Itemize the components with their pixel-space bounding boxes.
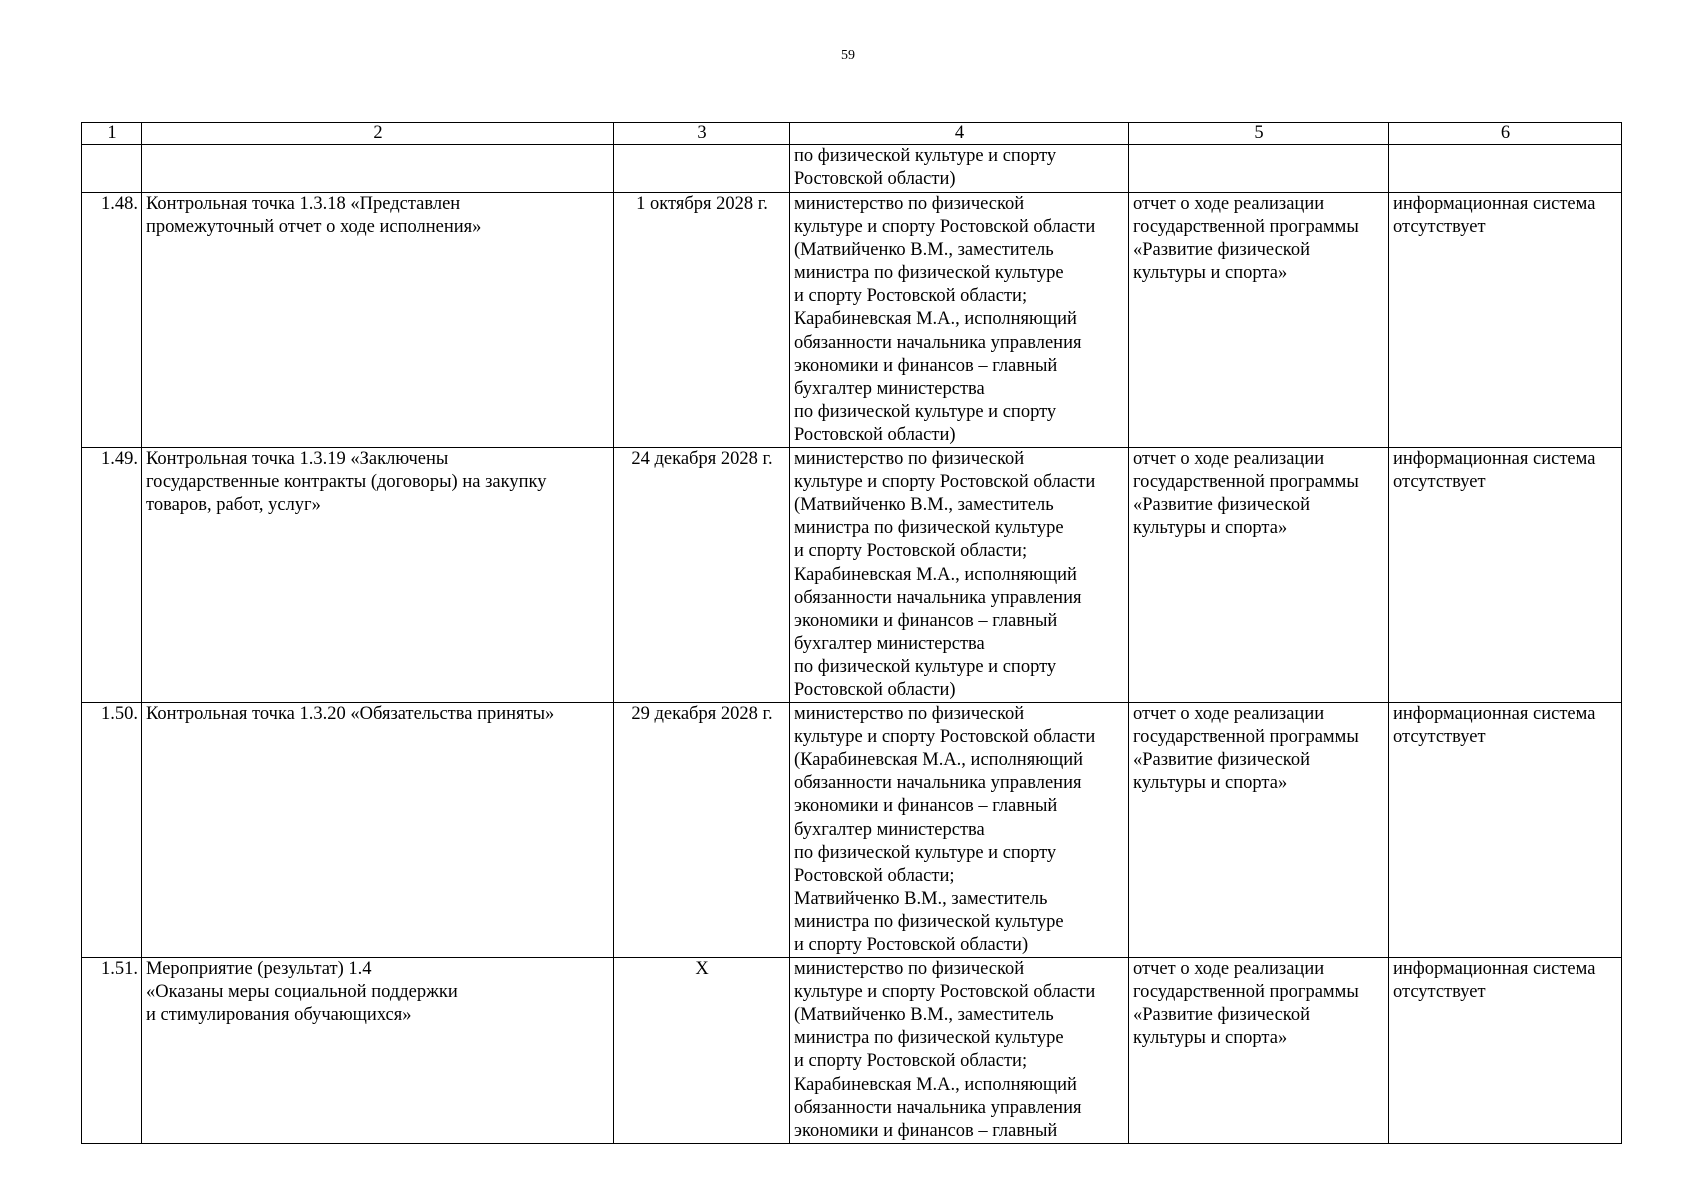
row-number: 1.51. [82, 958, 142, 1144]
table-row [82, 958, 1622, 1144]
row-number: 1.50. [82, 703, 142, 958]
table-row-continuation [82, 145, 1622, 193]
column-header-2: 2 [142, 123, 614, 145]
row-name: Мероприятие (результат) 1.4 «Оказаны меры социальной поддержки и стимулирования обучающихся» [142, 958, 614, 1144]
column-header-3: 3 [614, 123, 790, 145]
row-date [614, 145, 790, 193]
row-document: отчет о ходе реализации государственной программы «Развитие физической культуры и спорта» [1129, 958, 1389, 1144]
row-document: отчет о ходе реализации государственной программы «Развитие физической культуры и спорта» [1129, 703, 1389, 958]
table-row [82, 193, 1622, 448]
column-number-row [82, 123, 1622, 145]
column-header-1: 1 [82, 123, 142, 145]
row-name: Контрольная точка 1.3.19 «Заключены государственные контракты (договоры) на закупку товаров, работ, услуг» [142, 448, 614, 703]
column-header-5: 5 [1129, 123, 1389, 145]
row-name: Контрольная точка 1.3.18 «Представлен промежуточный отчет о ходе исполнения» [142, 193, 614, 448]
table-row [82, 703, 1622, 958]
row-responsible: министерство по физической культуре и спорту Ростовской области (Матвийченко В.М., заместитель министра по физической культуре и спорту Ростовской области; Карабиневская М.А., исполняющий обязанности начальника управления экономики и финансов – главный [790, 958, 1129, 1144]
row-responsible: министерство по физической культуре и спорту Ростовской области (Карабиневская М.А., исполняющий обязанности начальника управления экономики и финансов – главный бухгалтер министерства по физической культуре и спорту Ростовской области; Матвийченко В.М., заместитель министра по физической культуре и спорту Ростовской области) [790, 703, 1129, 958]
column-header-6: 6 [1389, 123, 1622, 145]
row-responsible: по физической культуре и спорту Ростовской области) [790, 145, 1129, 193]
row-document: отчет о ходе реализации государственной программы «Развитие физической культуры и спорта» [1129, 193, 1389, 448]
control-points-table [81, 122, 1622, 1144]
row-name [142, 145, 614, 193]
row-date: X [614, 958, 790, 1144]
row-system [1389, 145, 1622, 193]
row-number [82, 145, 142, 193]
row-responsible: министерство по физической культуре и спорту Ростовской области (Матвийченко В.М., заместитель министра по физической культуре и спорту Ростовской области; Карабиневская М.А., исполняющий обязанности начальника управления экономики и финансов – главный бухгалтер министерства по физической культуре и спорту Ростовской области) [790, 448, 1129, 703]
row-number: 1.49. [82, 448, 142, 703]
row-date: 29 декабря 2028 г. [614, 703, 790, 958]
row-number: 1.48. [82, 193, 142, 448]
column-header-4: 4 [790, 123, 1129, 145]
page-number: 59 [841, 48, 855, 63]
row-system: информационная система отсутствует [1389, 193, 1622, 448]
row-name: Контрольная точка 1.3.20 «Обязательства приняты» [142, 703, 614, 958]
row-responsible: министерство по физической культуре и спорту Ростовской области (Матвийченко В.М., заместитель министра по физической культуре и спорту Ростовской области; Карабиневская М.А., исполняющий обязанности начальника управления экономики и финансов – главный бухгалтер министерства по физической культуре и спорту Ростовской области) [790, 193, 1129, 448]
row-document: отчет о ходе реализации государственной программы «Развитие физической культуры и спорта» [1129, 448, 1389, 703]
row-date: 1 октября 2028 г. [614, 193, 790, 448]
table-row [82, 448, 1622, 703]
row-system: информационная система отсутствует [1389, 448, 1622, 703]
row-system: информационная система отсутствует [1389, 703, 1622, 958]
row-system: информационная система отсутствует [1389, 958, 1622, 1144]
row-date: 24 декабря 2028 г. [614, 448, 790, 703]
row-document [1129, 145, 1389, 193]
